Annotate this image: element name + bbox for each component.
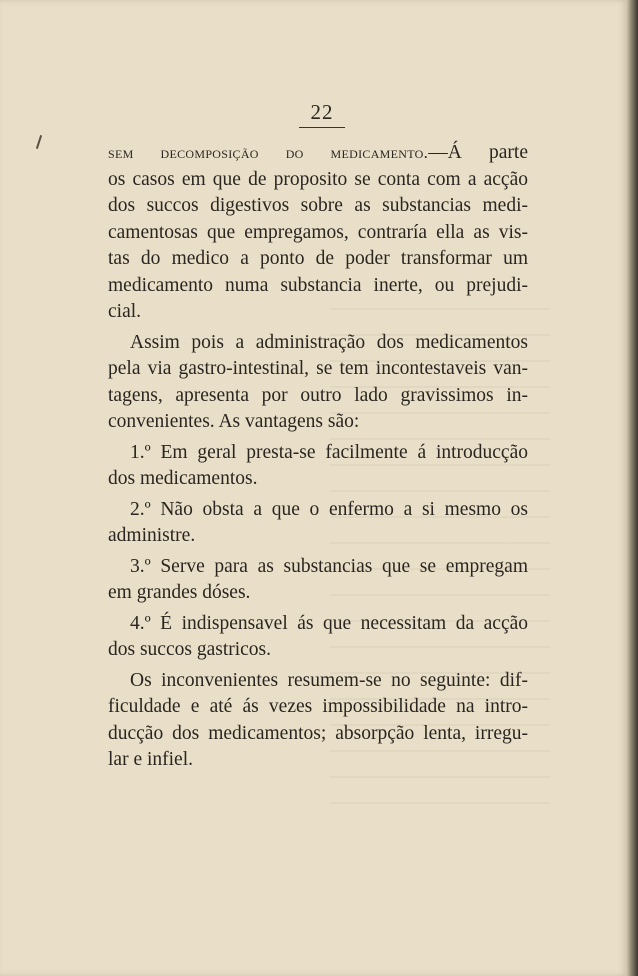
book-edge	[627, 0, 638, 976]
text-line: convenientes. As vantagens são:	[108, 411, 360, 432]
text-line: camentosas que empregamos, contraría ella as vis-	[108, 221, 528, 243]
text-line: tas do medico a ponto de poder transformar um	[108, 248, 528, 269]
text-line: tagens, apresenta por outro lado gravissimos in-	[108, 384, 528, 406]
line-continuation: —Á parte	[428, 142, 528, 163]
text-line: Os inconvenientes resumem-se no seguinte: dif-	[130, 669, 528, 691]
text-line: dos succos gastricos.	[108, 639, 272, 660]
section-heading-smallcaps: sem decomposição do medicamento.	[108, 143, 429, 162]
text-line	[108, 140, 528, 167]
text-line: Assim pois a administração dos medicamentos	[130, 331, 528, 353]
text-line: 1.º Em geral presta-se facilmente á introducção	[130, 441, 528, 463]
margin-mark	[36, 135, 42, 149]
page-number-rule	[299, 127, 345, 128]
text-line: em grandes dóses.	[108, 582, 251, 603]
text-line: medicamento numa substancia inerte, ou prejudi-	[108, 274, 528, 296]
text-line: cial.	[108, 301, 142, 322]
text-line: os casos em que de proposito se conta com a acção	[108, 168, 528, 190]
text-line: ficuldade e até ás vezes impossibilidade na intro-	[108, 696, 528, 717]
text-line: administre.	[108, 525, 196, 546]
text-line: dos medicamentos.	[108, 468, 258, 489]
text-line: lar e infiel.	[108, 749, 193, 770]
text-line: 4.º É indispensavel ás que necessitam da acção	[130, 612, 528, 634]
body-text	[108, 140, 528, 774]
text-line: ducção dos medicamentos; absorpção lenta, irregu-	[108, 722, 528, 744]
text-line: 3.º Serve para as substancias que se empregam	[130, 555, 528, 577]
text-line: dos succos digestivos sobre as substancias medi-	[108, 195, 528, 216]
text-line: pela via gastro-intestinal, se tem incontestaveis van-	[108, 358, 528, 379]
text-line: 2.º Não obsta a que o enfermo a si mesmo os	[130, 498, 528, 520]
page-number: 22	[310, 100, 334, 124]
